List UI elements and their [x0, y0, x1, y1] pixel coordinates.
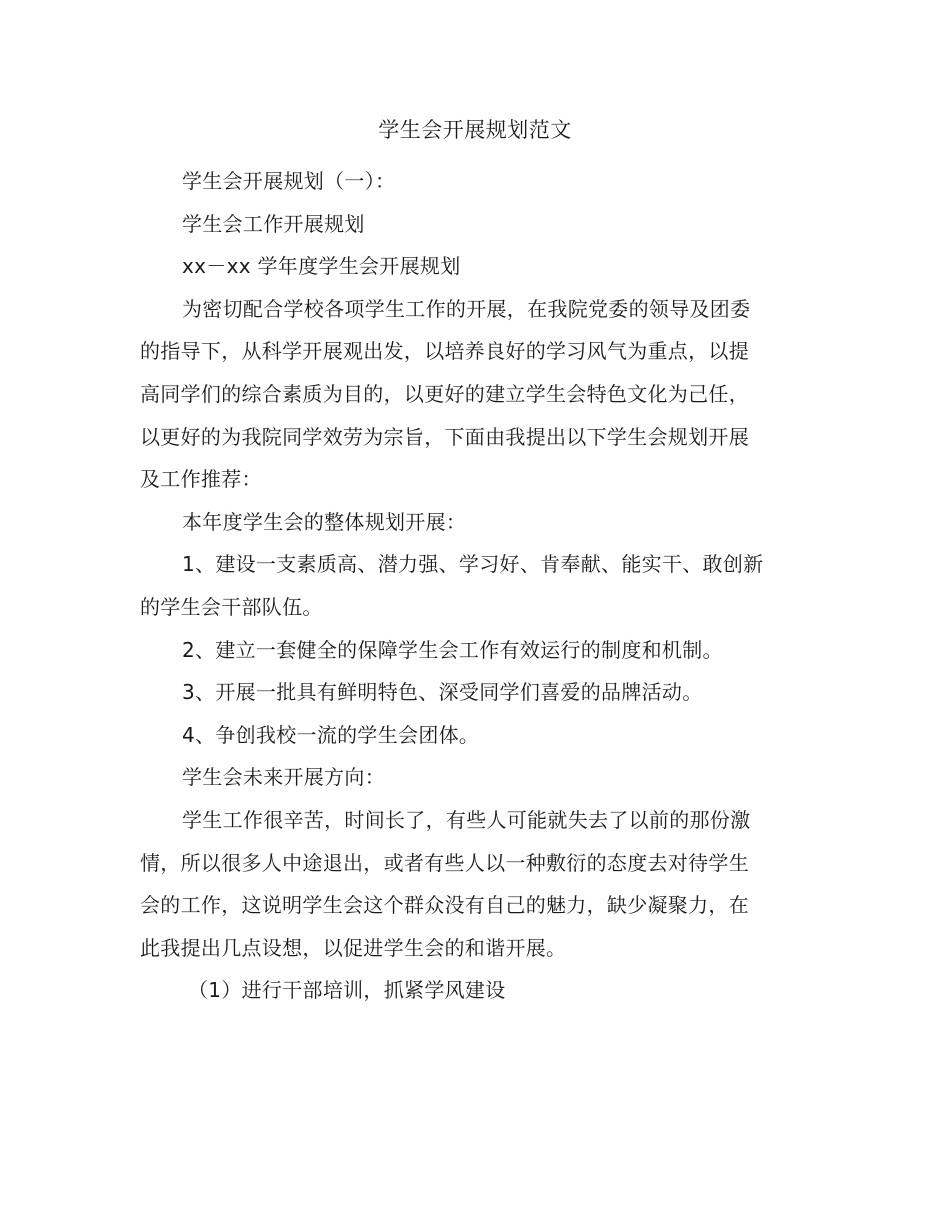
list-item: 2、建立一套健全的保障学生会工作有效运行的制度和机制。	[182, 637, 723, 662]
subheading: 学生会工作开展规划	[182, 211, 365, 236]
paragraph-line: 为密切配合学校各项学生工作的开展，在我院党委的领导及团委	[182, 296, 751, 321]
paragraph-line: 以更好的为我院同学效劳为宗旨，下面由我提出以下学生会规划开展	[140, 424, 749, 449]
paragraph-line: 高同学们的综合素质为目的，以更好的建立学生会特色文化为己任，	[140, 381, 749, 406]
subheading: xx－xx 学年度学生会开展规划	[182, 254, 461, 279]
paragraph-line: 会的工作，这说明学生会这个群众没有自己的魅力，缺少凝聚力，在	[140, 893, 749, 918]
paragraph-line: 学生工作很辛苦，时间长了，有些人可能就失去了以前的那份激	[182, 807, 751, 832]
list-item: 4、争创我校一流的学生会团体。	[182, 722, 480, 747]
section-heading: 学生会开展规划（一）：	[182, 169, 396, 193]
paragraph-line: 的指导下，从科学开展观出发，以培养良好的学习风气为重点，以提	[140, 339, 749, 364]
subsection-heading: （1）进行干部培训，抓紧学风建设	[188, 978, 506, 1003]
list-item: 1、建设一支素质高、潜力强、学习好、肯奉献、能实干、敢创新	[182, 552, 764, 577]
paragraph-line: 及工作推荐：	[140, 467, 262, 492]
list-item: 3、开展一批具有鲜明特色、深受同学们喜爱的品牌活动。	[182, 680, 703, 705]
document-body	[140, 160, 765, 1012]
paragraph-line: 学生会未来开展方向：	[182, 765, 385, 790]
paragraph-line: 本年度学生会的整体规划开展：	[182, 509, 467, 534]
paragraph-line: 此我提出几点设想，以促进学生会的和谐开展。	[140, 935, 567, 960]
list-item-continuation: 的学生会干部队伍。	[140, 594, 323, 619]
paragraph-line: 情，所以很多人中途退出，或者有些人以一种敷衍的态度去对待学生	[140, 850, 749, 875]
document-title: 学生会开展规划范文	[378, 118, 572, 142]
